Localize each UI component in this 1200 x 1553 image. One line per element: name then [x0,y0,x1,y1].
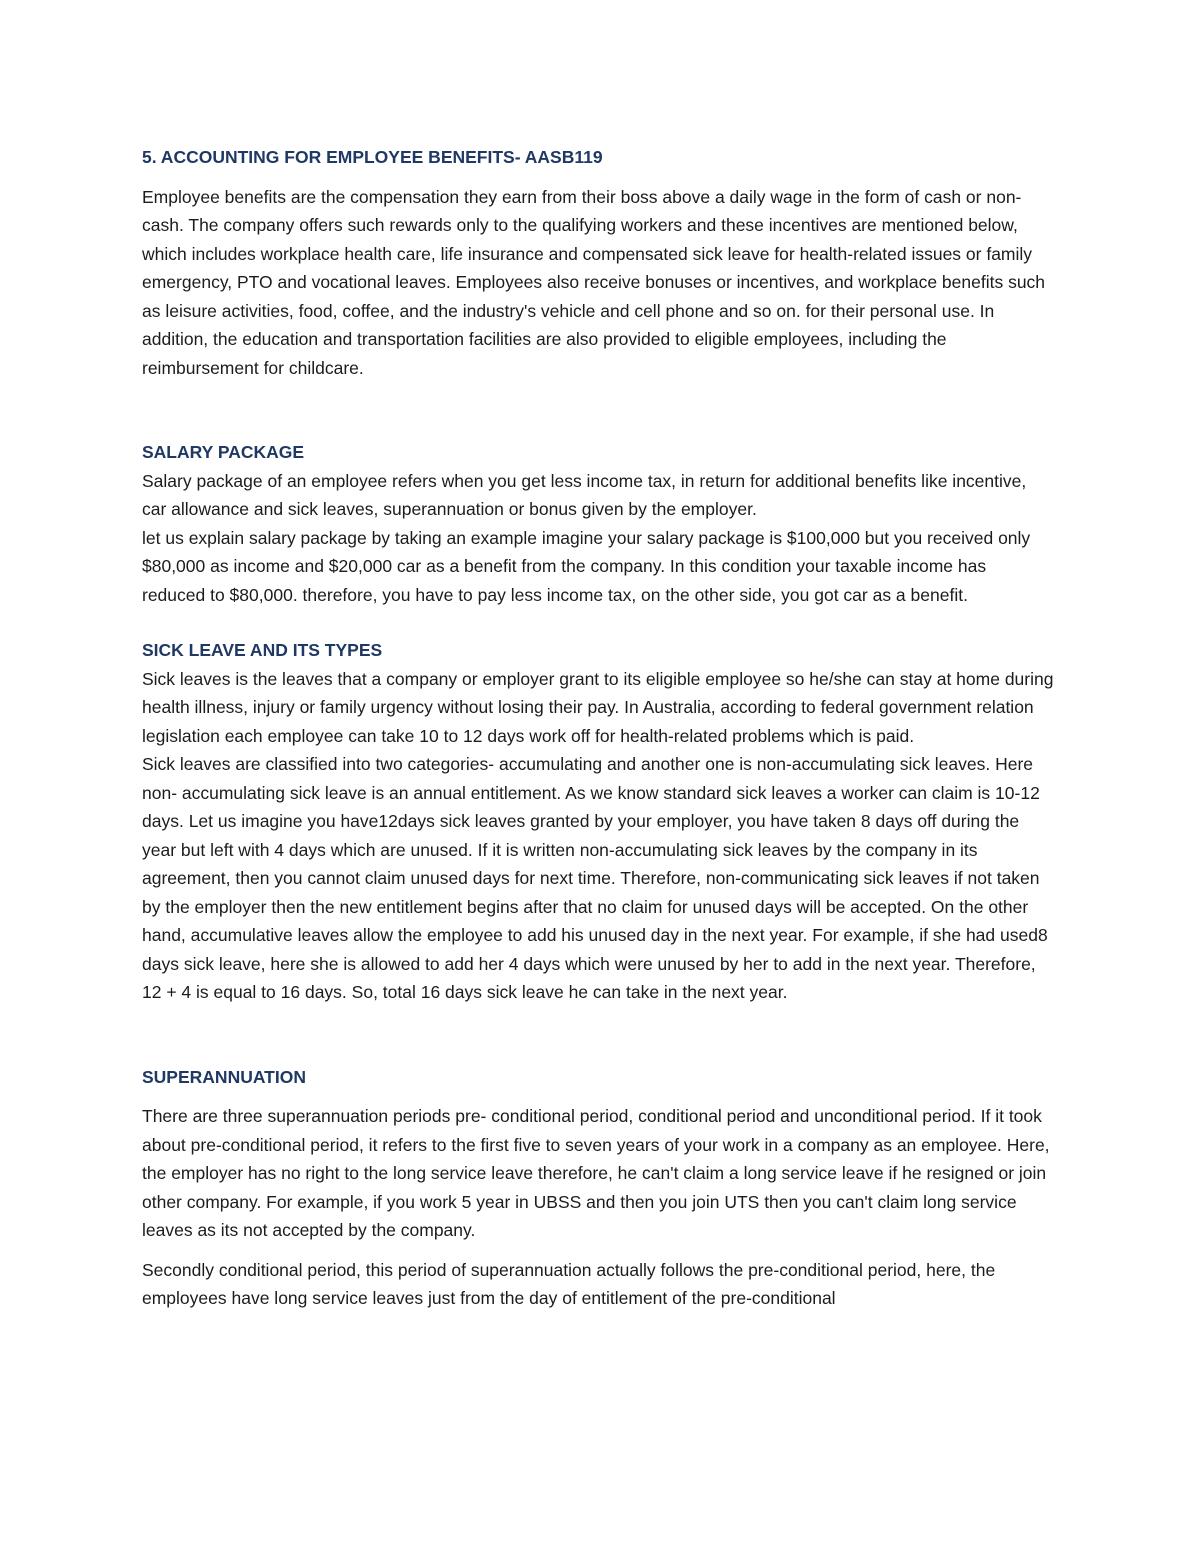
employee-benefits-paragraph: Employee benefits are the compensation they earn from their boss above a daily wage in the form of cash or non-cash. The company offers such rewards only to the qualifying workers and these incentives are mentioned below, which includes workplace health care, life insurance and compensated sick leave for health-related issues or family emergency, PTO and vocational leaves. Employees also receive bonuses or incentives, and workplace benefits such as leisure activities, food, coffee, and the industry's vehicle and cell phone and so on. for their personal use. In addition, the education and transportation facilities are also provided to eligible employees, including the reimbursement for childcare. [142,186,1046,378]
superannuation-paragraph-2: Secondly conditional period, this period of superannuation actually follows the pre-conditional period, here, the employees have long service leaves just from the day of entitlement of the pre-conditional [142,1259,996,1308]
spacer [142,609,1054,636]
section-heading-salary-package: SALARY PACKAGE [142,442,305,462]
section-heading-superannuation: SUPERANNUATION [142,1066,306,1087]
section-heading-sick-leave: SICK LEAVE AND ITS TYPES [142,640,383,660]
document-page [142,143,1054,1313]
sick-leave-paragraph-1: Sick leaves is the leaves that a company or employer grant to its eligible employee so he/she can stay at home during health illness, injury or family urgency without losing their pay. In Australia, according to federal government relation legislation each employee can take 10 to 12 days work off for health-related problems which is paid. [142,668,1054,746]
salary-package-paragraph-1: Salary package of an employee refers when you get less income tax, in return for additional benefits like incentive, car allowance and sick leaves, superannuation or bonus given by the employer. [142,470,1027,519]
section-heading-employee-benefits: 5. ACCOUNTING FOR EMPLOYEE BENEFITS- AASB119 [142,147,603,167]
sick-leave-paragraph-2: Sick leaves are classified into two categories- accumulating and another one is non-accumulating sick leaves. Here non- accumulating sick leave is an annual entitlement. As we know standard sick leaves a worker can claim is 10-12 days. Let us imagine you have12days sick leaves granted by your employer, you have taken 8 days off during the year but left with 4 days which are unused. If it is written non-accumulating sick leaves by the company in its agreement, then you cannot claim unused days for next time. Therefore, non-communicating sick leaves if not taken by the employer then the new entitlement begins after that no claim for unused days will be accepted. On the other hand, accumulative leaves allow the employee to add his unused day in the next year. For example, if she had used8 days sick leave, here she is allowed to add her 4 days which were unused by her to add in the next year. Therefore, 12 + 4 is equal to 16 days. So, total 16 days sick leave he can take in the next year. [142,754,1048,1002]
spacer [142,1007,1054,1063]
salary-package-paragraph-2: let us explain salary package by taking an example imagine your salary package is $100,000 but you received only $80,000 as income and $20,000 car as a benefit from the company. In this condition your taxable income has reduced to $80,000. therefore, you have to pay less income tax, on the other side, you got car as a benefit. [142,527,1031,605]
spacer [142,382,1054,438]
superannuation-paragraph-1: There are three superannuation periods pre- conditional period, conditional period and unconditional period. If it took about pre-conditional period, it refers to the first five to seven years of your work in a company as an employee. Here, the employer has no right to the long service leave therefore, he can't claim a long service leave if he resigned or join other company. For example, if you work 5 year in UBSS and then you join UTS then you can't claim long service leaves as its not accepted by the company. [142,1106,1050,1240]
spacer [142,1245,1054,1256]
spacer [142,172,1054,183]
spacer [142,1091,1054,1102]
